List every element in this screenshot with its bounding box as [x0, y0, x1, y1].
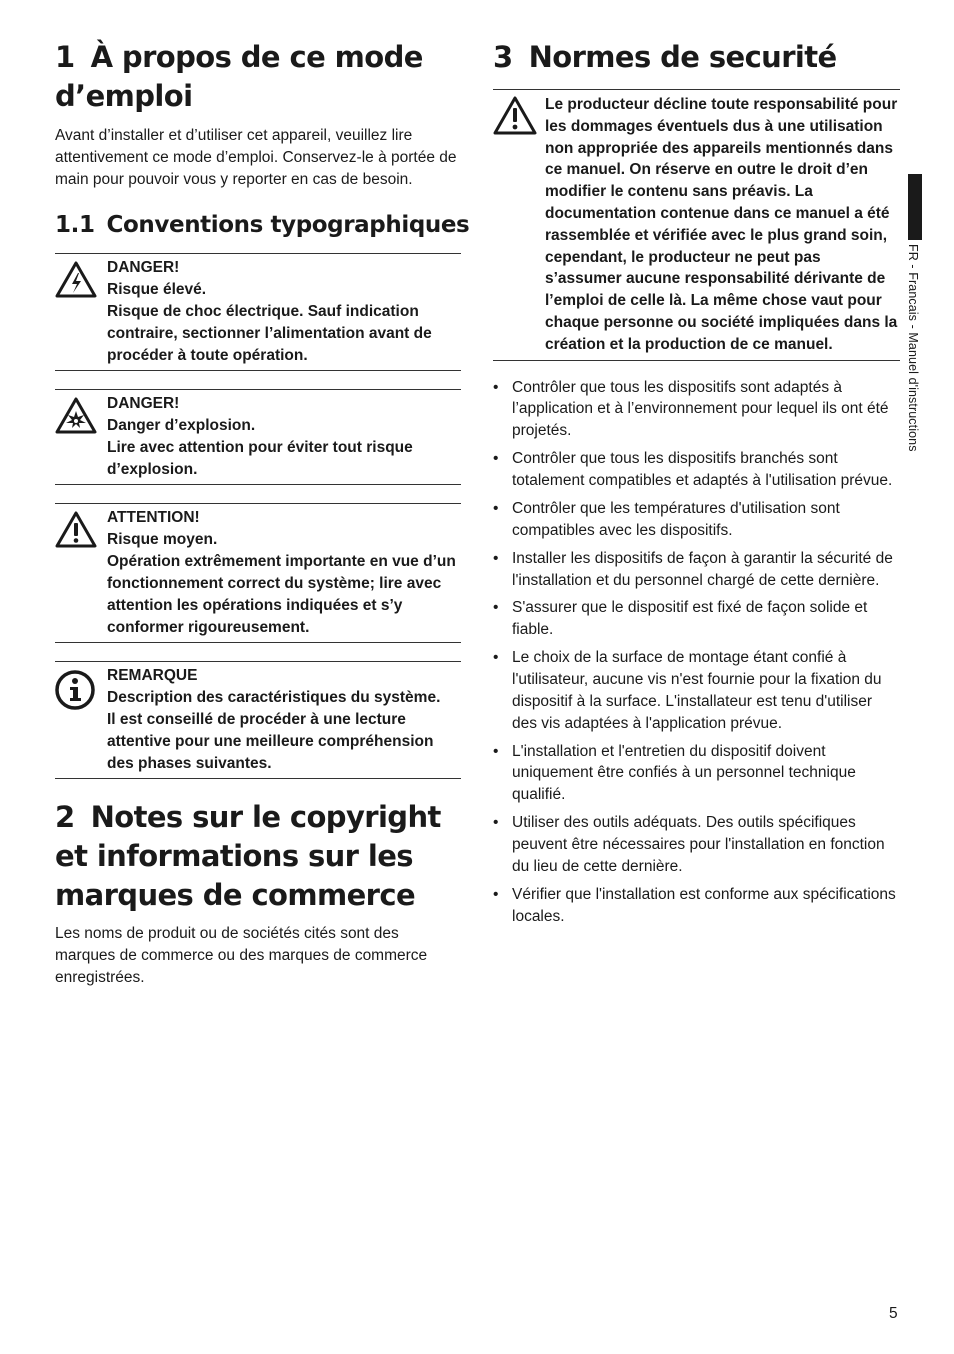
explosion-hazard-icon	[55, 393, 107, 435]
bullet-icon: •	[493, 599, 499, 617]
bullet-icon: •	[493, 378, 499, 396]
notice-remarque	[55, 661, 461, 779]
bullet-icon: •	[493, 450, 499, 468]
list-item: • Contrôler que tous les dispositifs sont adaptés à l’application et à l’environnement pour lequel ils ont été projetés.	[493, 378, 889, 440]
list-item: • L'installation et l'entretien du dispositif doivent uniquement être confiés à un personnel technique qualifié.	[493, 742, 856, 804]
info-icon	[55, 665, 107, 711]
notice-title: REMARQUE	[107, 667, 198, 684]
notice-subtitle: Description des caractéristiques du système.	[107, 689, 441, 706]
list-item: • Contrôler que les températures d'utilisation sont compatibles avec les dispositifs.	[493, 499, 840, 539]
notice-danger-electric	[55, 253, 461, 371]
notice-subtitle: Danger d’explosion.	[107, 417, 256, 434]
notice-attention	[55, 503, 461, 643]
left-column	[55, 38, 470, 989]
list-item: • Installer les dispositifs de façon à garantir la sécurité de l'installation et du personnel chargé de cette dernière.	[493, 549, 893, 589]
section-1-title-line1: À propos de ce mode	[90, 40, 423, 74]
section-1-1-number: 1.1	[55, 212, 95, 238]
notice-body: Opération extrêmement importante en vue d’un fonctionnement correct du système; lire avec attention les opérations indiquées et s’y conformer rigoureusement.	[107, 553, 456, 636]
list-item: • Le choix de la surface de montage étant confié à l'utilisateur, aucune vis n'est fournie pour la fixation du dispositif à la surface. L'installateur est tenu d'utiliser des vis adaptées à l'application prévue.	[493, 649, 882, 732]
section-2-title-line1: Notes sur le copyright	[90, 800, 441, 834]
section-1-number: 1	[55, 40, 75, 74]
notice-body: Risque de choc électrique. Sauf indication contraire, sectionner l’alimentation avant de procéder à toute opération.	[107, 303, 432, 364]
security-bullet-list	[493, 377, 900, 928]
section-3-number: 3	[493, 40, 513, 74]
notice-danger-explosion	[55, 389, 461, 485]
notice-title: DANGER!	[107, 395, 180, 412]
warning-icon	[55, 507, 107, 549]
list-item: • Vérifier que l'installation est conforme aux spécifications locales.	[493, 885, 896, 925]
bullet-icon: •	[493, 499, 499, 517]
notice-subtitle: Risque moyen.	[107, 531, 218, 548]
side-language-label: FR - Francais - Manuel d'instructions	[906, 244, 920, 452]
right-column	[493, 38, 900, 934]
section-1-1-heading	[55, 210, 470, 240]
section-2-body: Les noms de produit ou de sociétés cités sont des marques de commerce ou des marques de commerce enregistrées.	[55, 925, 428, 986]
notice-title: ATTENTION!	[107, 509, 200, 526]
notice-body: Il est conseillé de procéder à une lecture attentive pour une meilleure compréhension des phases suivantes.	[107, 711, 434, 772]
bullet-icon: •	[493, 885, 499, 903]
security-disclaimer-notice	[493, 89, 900, 361]
section-2-title-line2: et informations sur les	[55, 839, 413, 873]
bullet-icon: •	[493, 649, 499, 667]
bullet-icon: •	[493, 742, 499, 760]
section-1-heading	[55, 38, 461, 116]
section-2-number: 2	[55, 800, 75, 834]
bullet-icon: •	[493, 814, 499, 832]
section-1-1-title: Conventions typographiques	[106, 212, 470, 238]
section-2-heading	[55, 798, 461, 915]
page-number: 5	[889, 1305, 898, 1322]
language-tab-marker	[908, 174, 922, 240]
notice-subtitle: Risque élevé.	[107, 281, 207, 298]
section-1-title-line2: d’emploi	[55, 79, 193, 113]
list-item: • Contrôler que tous les dispositifs branchés sont totalement compatibles et adaptés à l'utilisation prévue.	[493, 450, 893, 489]
section-1-intro: Avant d’installer et d’utiliser cet appareil, veuillez lire attentivement ce mode d’emploi. Conservez-le à portée de main pour pouvoir vous y reporter en cas de besoin.	[55, 127, 457, 188]
list-item: • S'assurer que le dispositif est fixé de façon solide et fiable.	[493, 599, 868, 639]
security-disclaimer-text: Le producteur décline toute responsabilité pour les dommages éventuels dus à une utilisation non appropriée des appareils mentionnés dans ce manuel. On réserve en outre le droit d’en modifier le contenu sans préavis. La documentation contenue dans ce manuel a été rassemblée et vérifiée avec le plus grand soin, cependant, le producteur ne peut pas s’assumer aucune responsabilité dérivante de l’emploi de celle là. La même chose vaut pour chaque personne ou société impliquées dans la création et la production de ce manuel.	[545, 96, 898, 353]
electric-hazard-icon	[55, 257, 107, 299]
section-3-heading	[493, 38, 900, 77]
notice-body: Lire avec attention pour éviter tout risque d’explosion.	[107, 439, 413, 478]
notice-title: DANGER!	[107, 259, 180, 276]
list-item: • Utiliser des outils adéquats. Des outils spécifiques peuvent être nécessaires pour l'installation en fonction du lieu de cette dernière.	[493, 814, 885, 875]
section-2-title-line3: marques de commerce	[55, 878, 416, 912]
warning-icon	[493, 94, 545, 141]
bullet-icon: •	[493, 549, 499, 567]
section-3-title: Normes de securité	[528, 40, 837, 74]
